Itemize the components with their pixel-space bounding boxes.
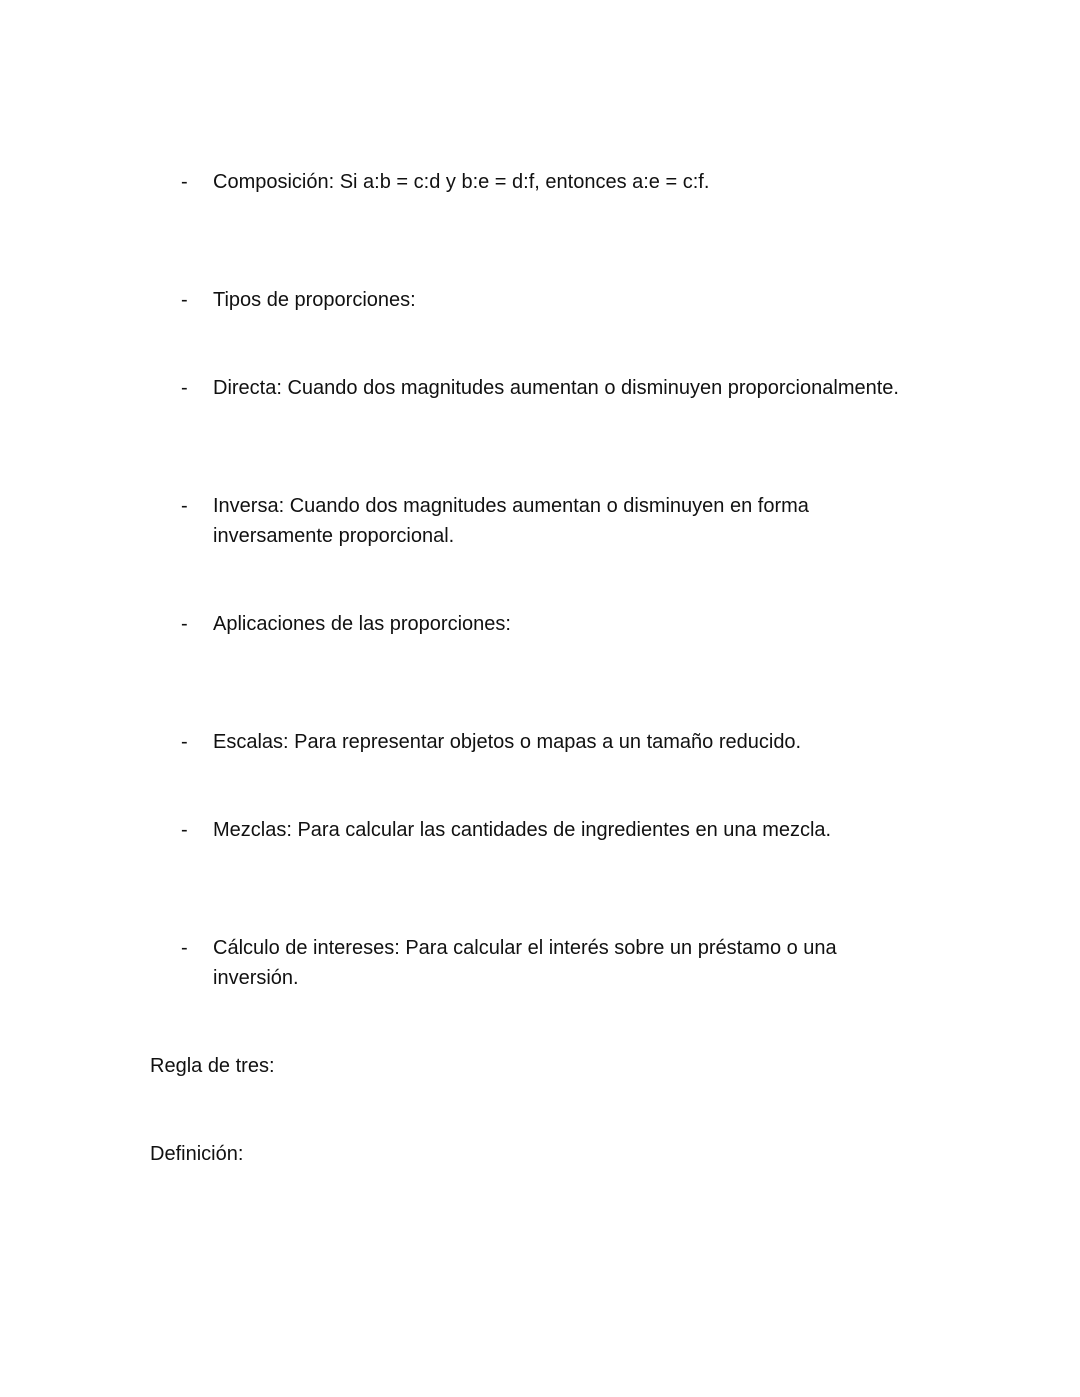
list-item-text: Cálculo de intereses: Para calcular el interés sobre un préstamo o una inversión. [213, 937, 837, 989]
list-item-text: Directa: Cuando dos magnitudes aumentan o disminuyen proporcionalmente. [213, 377, 899, 399]
bullet-dash: - [181, 819, 188, 841]
list-item-text: Tipos de proporciones: [213, 289, 416, 311]
list-item-text: Mezclas: Para calcular las cantidades de ingredientes en una mezcla. [213, 819, 832, 841]
section-heading-regla-de-tres: Regla de tres: [150, 1055, 275, 1077]
bullet-dash: - [181, 289, 188, 311]
bullet-dash: - [181, 377, 188, 399]
bullet-dash: - [181, 613, 188, 635]
list-item-text: Escalas: Para representar objetos o mapas a un tamaño reducido. [213, 731, 802, 753]
list-item-text: Inversa: Cuando dos magnitudes aumentan o disminuyen en forma inversamente proporcional. [213, 495, 809, 547]
bullet-dash: - [181, 937, 188, 959]
section-heading-definicion: Definición: [150, 1143, 244, 1165]
bullet-dash: - [181, 731, 188, 753]
bullet-dash: - [181, 495, 188, 517]
list-item-text: Aplicaciones de las proporciones: [213, 613, 511, 635]
list-item-text: Composición: Si a:b = c:d y b:e = d:f, entonces a:e = c:f. [213, 171, 710, 193]
bullet-dash: - [181, 171, 188, 193]
